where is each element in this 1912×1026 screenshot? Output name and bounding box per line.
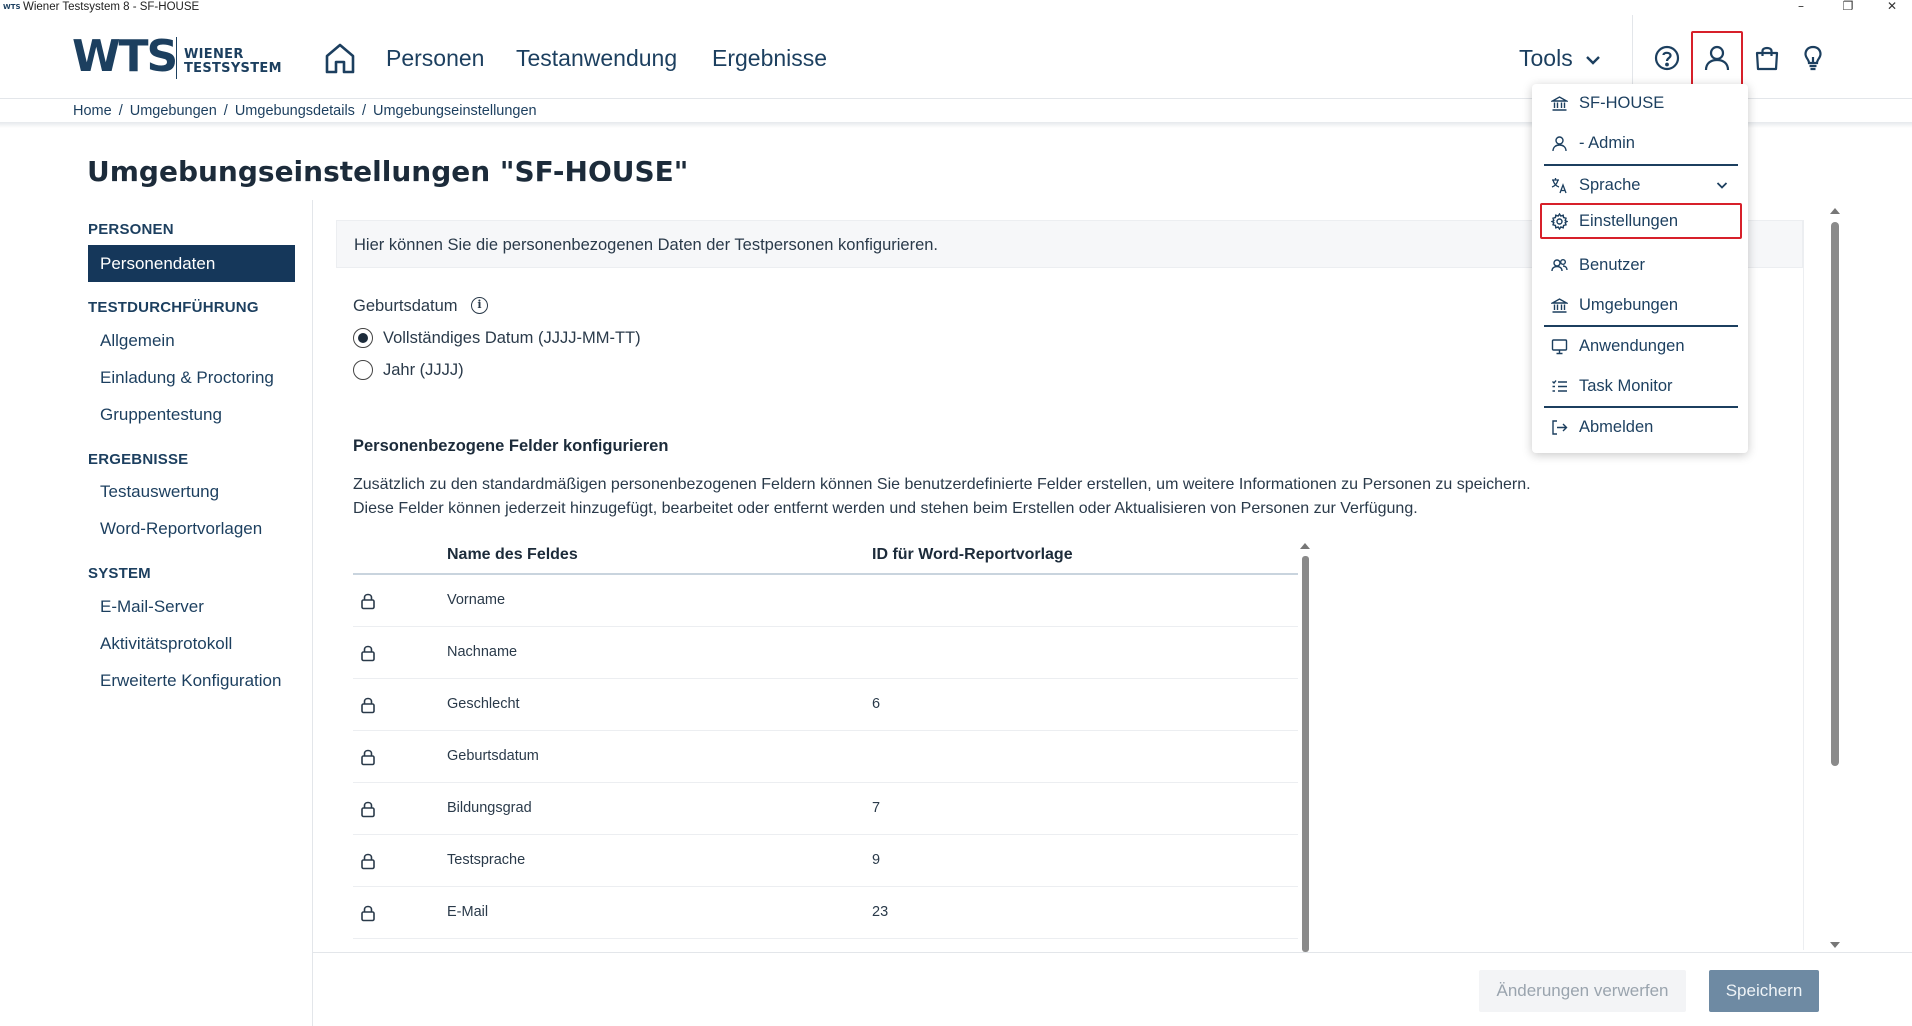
sidebar-item-email-server[interactable]: E-Mail-Server <box>100 597 204 616</box>
users-icon <box>1551 257 1568 274</box>
radio-label: Vollständiges Datum (JJJJ-MM-TT) <box>383 329 641 347</box>
sidebar-item-einladung-proctoring[interactable]: Einladung & Proctoring <box>100 368 274 387</box>
lock-icon <box>360 852 376 870</box>
sidebar-section-system: SYSTEM <box>88 565 151 582</box>
discard-changes-button[interactable]: Änderungen verwerfen <box>1479 970 1686 1012</box>
menu-item-language[interactable] <box>1544 167 1738 203</box>
close-button[interactable]: ✕ <box>1886 0 1898 13</box>
home-icon[interactable] <box>322 40 358 76</box>
field-name-cell: Geburtsdatum <box>447 748 539 764</box>
tools-label: Tools <box>1519 45 1573 71</box>
table-row[interactable] <box>353 783 1298 835</box>
logo-divider <box>176 37 177 79</box>
sidebar-item-testauswertung[interactable]: Testauswertung <box>100 482 220 501</box>
logo-subtitle-line1: WIENER <box>184 47 244 62</box>
task-list-icon <box>1551 378 1568 395</box>
menu-divider <box>1544 325 1738 327</box>
breadcrumb: Home / Umgebungen / Umgebungsdetails / Umgebungseinstellungen <box>73 103 537 119</box>
chevron-down-icon <box>1716 181 1728 190</box>
footer-divider <box>313 952 1912 953</box>
menu-item-settings[interactable] <box>1540 203 1742 239</box>
fields-section-title: Personenbezogene Felder konfigurieren <box>353 437 669 455</box>
sidebar-item-gruppentestung[interactable]: Gruppentestung <box>100 405 222 424</box>
app-icon: WTS <box>3 3 21 11</box>
user-icon <box>1551 135 1568 152</box>
sidebar-section-personen: PERSONEN <box>88 221 174 238</box>
table-row[interactable] <box>353 679 1298 731</box>
monitor-icon <box>1551 338 1568 355</box>
window-title: Wiener Testsystem 8 - SF-HOUSE <box>23 1 200 13</box>
menu-item-users[interactable] <box>1544 247 1738 283</box>
window-titlebar <box>0 0 1912 15</box>
fields-description-line1: Zusätzlich zu den standardmäßigen personenbezogenen Feldern können Sie benutzerdefinierte Felder erstellen, um weitere Informationen zu Personen zu speichern. <box>353 476 1531 493</box>
page-scroll-up[interactable] <box>1830 208 1840 214</box>
lock-icon <box>360 904 376 922</box>
menu-item-label: Abmelden <box>1579 418 1654 436</box>
sidebar-item-erweiterte-konfiguration[interactable]: Erweiterte Konfiguration <box>100 671 282 690</box>
field-name-cell: Nachname <box>447 644 518 660</box>
breadcrumb-current: Umgebungseinstellungen <box>372 103 537 119</box>
table-row[interactable] <box>353 835 1298 887</box>
nav-personen[interactable]: Personen <box>386 45 485 71</box>
user-icon <box>1702 43 1732 73</box>
sidebar-item-word-reportvorlagen[interactable]: Word-Reportvorlagen <box>100 519 263 538</box>
lock-icon <box>360 748 376 766</box>
lock-icon <box>360 800 376 818</box>
bank-icon <box>1551 95 1568 112</box>
menu-item-label: Anwendungen <box>1579 337 1685 355</box>
page-title: Umgebungseinstellungen "SF-HOUSE" <box>87 155 689 188</box>
nav-ergebnisse[interactable]: Ergebnisse <box>712 45 828 71</box>
field-id-cell: 9 <box>872 852 881 868</box>
fields-description-line2: Diese Felder können jederzeit hinzugefügt, bearbeitet oder entfernt werden und stehen beim Erstellen oder Aktualisieren von Personen zur Verfügung. <box>353 500 1418 517</box>
menu-item-logout[interactable] <box>1544 409 1738 445</box>
field-id-cell: 7 <box>872 800 881 816</box>
sidebar-item-allgemein[interactable]: Allgemein <box>100 331 175 350</box>
menu-item-label: Einstellungen <box>1579 212 1679 230</box>
table-scroll-up[interactable] <box>1300 543 1310 549</box>
menu-item-label: - Admin <box>1579 134 1635 152</box>
radio-button[interactable] <box>353 360 373 380</box>
user-dropdown-menu <box>1532 84 1748 453</box>
help-icon[interactable] <box>1652 43 1682 73</box>
menu-item-label: Umgebungen <box>1579 296 1679 314</box>
gear-icon <box>1551 213 1568 230</box>
sidebar-item-aktivitaetsprotokoll[interactable]: Aktivitätsprotokoll <box>100 634 233 653</box>
lightbulb-icon[interactable] <box>1798 43 1828 73</box>
menu-item-label: SF-HOUSE <box>1579 94 1665 112</box>
field-name-cell: E-Mail <box>447 904 489 920</box>
field-name-cell: Testsprache <box>447 852 526 868</box>
menu-item-label: Task Monitor <box>1579 377 1673 395</box>
bank-icon <box>1551 297 1568 314</box>
table-scrollbar[interactable] <box>1302 556 1309 952</box>
field-id-cell: 23 <box>872 904 889 920</box>
user-menu-button[interactable] <box>1691 31 1743 86</box>
table-row[interactable] <box>353 731 1298 783</box>
info-banner: Hier können Sie die personenbezogenen Daten der Testpersonen konfigurieren. <box>336 220 1803 268</box>
column-header-id: ID für Word-Reportvorlage <box>872 546 1073 563</box>
translate-icon <box>1551 177 1568 194</box>
chevron-down-icon <box>1585 54 1601 66</box>
table-row[interactable] <box>353 627 1298 679</box>
minimize-button[interactable]: – <box>1798 0 1804 13</box>
breadcrumb-umgebungen[interactable]: Umgebungen <box>129 103 217 119</box>
table-row[interactable] <box>353 575 1298 627</box>
logo[interactable]: WTS <box>72 31 177 82</box>
menu-divider <box>1544 164 1738 166</box>
logo-subtitle-line2: TESTSYSTEM <box>184 61 282 76</box>
save-button[interactable]: Speichern <box>1709 970 1819 1012</box>
nav-testanwendung[interactable]: Testanwendung <box>516 45 678 71</box>
field-name-cell: Vorname <box>447 592 506 608</box>
lock-icon <box>360 592 376 610</box>
table-row[interactable] <box>353 887 1298 939</box>
lock-icon <box>360 696 376 714</box>
menu-item-task-monitor[interactable] <box>1544 368 1738 404</box>
sidebar-divider <box>312 200 313 1026</box>
info-icon[interactable]: i <box>471 297 488 314</box>
menu-item-applications[interactable] <box>1544 328 1738 364</box>
field-id-cell: 6 <box>872 696 881 712</box>
menu-item-label: Sprache <box>1579 176 1641 194</box>
logout-icon <box>1551 419 1568 436</box>
birthdate-label: Geburtsdatum <box>353 297 458 315</box>
menu-item-environments[interactable] <box>1544 287 1738 323</box>
breadcrumb-umgebungsdetails[interactable]: Umgebungsdetails <box>234 103 355 119</box>
tools-menu[interactable] <box>1519 45 1601 72</box>
menu-divider <box>1544 406 1738 408</box>
sidebar-item-personendaten[interactable]: Personendaten <box>88 245 295 282</box>
field-name-cell: Geschlecht <box>447 696 520 712</box>
sidebar-section-testdurchfuehrung: TESTDURCHFÜHRUNG <box>88 299 259 316</box>
breadcrumb-home[interactable]: Home <box>73 103 112 119</box>
field-name-cell: Bildungsgrad <box>447 800 532 816</box>
column-header-name: Name des Feldes <box>447 546 578 563</box>
page-scrollbar[interactable] <box>1831 222 1839 766</box>
radio-button-selected[interactable] <box>353 328 373 348</box>
panel-border <box>1803 220 1804 950</box>
lock-icon <box>360 644 376 662</box>
page-scroll-down[interactable] <box>1830 942 1840 948</box>
shopping-bag-icon[interactable] <box>1752 43 1782 73</box>
logo-subtitle <box>184 48 282 76</box>
menu-item-label: Benutzer <box>1579 256 1646 274</box>
menu-item-environment[interactable] <box>1544 85 1738 121</box>
sidebar-section-ergebnisse: ERGEBNISSE <box>88 451 189 468</box>
menu-item-user[interactable] <box>1544 125 1738 161</box>
maximize-button[interactable]: ❐ <box>1842 0 1854 13</box>
radio-label: Jahr (JJJJ) <box>383 361 464 379</box>
